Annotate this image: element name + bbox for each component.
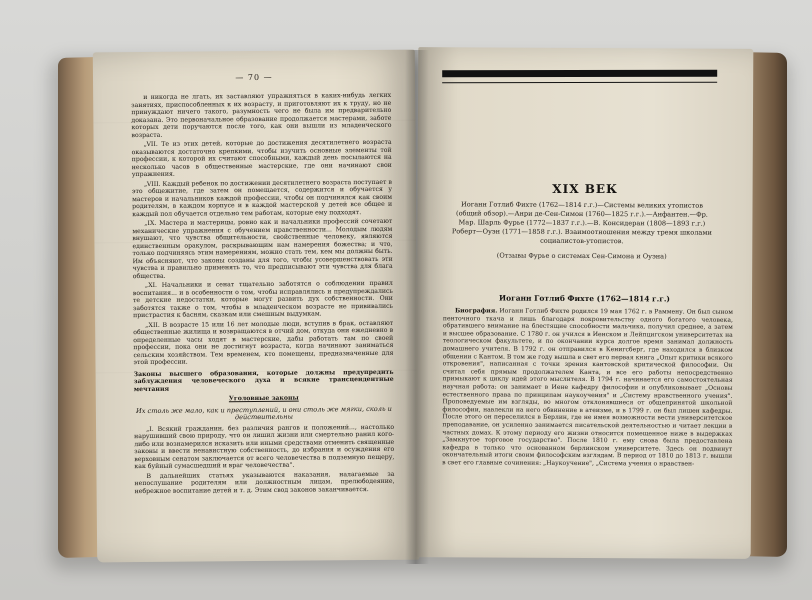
paragraph: и никогда не лгать, их заставляют упражняться в каких-нибудь легких занятиях, приспособленных к их возрасту, и приготовляют их к труду, но не принуждают ничего такого, разумность чего не была им предварительно доказана. Это первоначальное образование продолжается мастерами, заботе которых дети поручаются после того, как они вышли из младенческого возраста. bbox=[131, 91, 392, 139]
law-paragraph: „I. Всякий гражданин, без различия рангов и положений..., настолько нарушивший свою природу, что он лишил жизни или смертельно ранил кого-либо или вознамерился исказить или иными средствами отменить священные законы и ввести ненавистную собственность, до избрания и осуждения его верховным сенатом заключается от всего человечества в подземную пещеру, как буйный сумасшедший и враг человечества". bbox=[134, 423, 395, 471]
paragraph: „VIII. Каждый ребенок по достижении десятилетнего возраста поступает в это общежитие, где затем он помещается, содержится и обучается у мастеров и начальников каждой профессии, чтобы он подчинялся как своим родителям, в каждом корпусе и в каждой мастерской у детей все общее и каждый пол обучается отдельно тем работам, которые ему подходят. bbox=[131, 178, 393, 218]
chapter-rule-thin bbox=[442, 82, 717, 83]
biography-lead: Биография. bbox=[454, 307, 498, 315]
contents-line: Иоганн Готлиб Фихте (1762—1814 г.г.)—Системы великих утопистов (общий обзор).—Анри де-Сен-Симон (1760—1825 г.г.).—Анфантен.—Фр. Мар. Шарль Фурье (1772—1837 г.г.).—В. Консидеран (1808—1893 г.г.) Роберт—Оуэн (1771—1858 г.г.). Взаимоотношения между тремя школами социалистов-утопистов. bbox=[451, 200, 712, 246]
section-title: XIX ВЕК bbox=[552, 181, 618, 197]
contents-note: (Отзывы Фурье о системах Сен-Симона и Оуэна) bbox=[496, 251, 667, 261]
left-page bbox=[93, 50, 419, 563]
biography-text bbox=[442, 307, 733, 468]
right-page bbox=[416, 47, 754, 559]
paragraph: „VII. Те из этих детей, которые до достижения десятилетнего возраста оказываются достаточно крепкими, чтобы изучить основные элементы той профессии, к которой их считают способными, каждый день посылаются на несколько часов в общественные мастерские, где они начинают свои упражнения. bbox=[131, 138, 392, 179]
subheading: Уголовные законы bbox=[228, 394, 299, 403]
chapter-contents bbox=[449, 200, 714, 261]
biography-body: Иоганн Готлиб Фихте родился 19 мая 1762 г. в Раммену. Он был сыном пенточного ткача и лишь благодаря покровительству одного богатого человека, обратившего внимание на блестящие способности мальчика, получил среднее, а затем и высшее образование. С 1780 г. он учился в Иенском и Лейпцигском университетах на теологическом факультете, и по окончании курса долгое время занимал должность домашнего учителя. В 1792 г. он отправился в Кенигсберг, где находился в близком общении с Кантом. В том же году вышла в свет его первая книга „Опыт критики всякого откровения", написанная с точки зрения кантовской критической философии. Он считал себя прямым продолжателем Канта, и все его работы непосредственно примыкают к циклу идей этого мыслителя. В 1794 г. начинается его самостоятельная научная работа: он занимает в Иене кафедру философии и опубликовывает „Основы естественного права по принципам наукоучения" и „Систему нравственного учения". Проповедуемые им взгляды, во многом отклонявшиеся от общепринятой школьной философии, навлекли на него обвинение в атеизме, и в 1799 г. он был лишен кафедры. После этого он переселился в Берлин, где не имея возможности вести университетское преподавание, он усиленно занимается писательской деятельностью и читает лекции в частных домах. К этому периоду его жизни относится помещенное ниже в выдержках „Замкнутое торговое государство". После 1810 г. ему снова была предоставлена кафедра в только что основанном берлинском университете. Здесь он подвинут окончательный итоги своим философским взглядам. В период от 1810 до 1813 г. вышли в свет его главные сочинения: „Наукоучение", „Система учения о нравствен- bbox=[442, 307, 733, 468]
page-number: — 70 — bbox=[235, 72, 273, 83]
closing-paragraph: В дальнейших статьях указываются наказания, налагаемые за непослушание родителям или должностным лицам, прелюбодеяние, небрежное воспитание детей и т. д. Этим свод законов заканчивается. bbox=[134, 470, 395, 495]
paragraph: „IX. Мастера и мастерицы, ровно как и начальники профессий сочетают механические упражнения с обучением нравственности... Молодым людям внушают, что чувства общительности, свойственные человеку, являются единственным оракулом, раскрывающим нам намерения божества; и что, только подчиняясь этим намерениям, можно стать тем, кем мы должны быть. Им объясняют, что законы созданы для того, чтобы усовершенствовать эти чувства и правильно применять то, что предписывают эти чувства для блага общества. bbox=[132, 217, 393, 280]
biography-heading: Иоганн Готлиб Фихте (1762—1814 г.г.) bbox=[499, 293, 671, 304]
section-heading: Законы высшего образования, которые должны предупредить заблуждения человеческого духа и всякие трансцендентные мечтания bbox=[133, 368, 394, 393]
paragraph: „XII. В возрасте 15 или 16 лет молодые люди, вступив в брак, оставляют общественные жилища и возвращаются в отчий дом, откуда они ежедневно в определенные часы ходят в мастерские, дабы работать там по своей профессии, пока они не достигнут возраста, когда начинают заниматься сельским хозяйством. Тем временем, кто помещены, предназначенные для этой профессии. bbox=[133, 319, 394, 367]
biography-paragraph bbox=[442, 307, 733, 468]
left-page-text bbox=[131, 92, 395, 497]
epigraph: Их столь же мало, как и преступлений, и они столь же мягки, сколь и действительны bbox=[135, 404, 392, 422]
paragraph: „XI. Начальники и сенат тщательно заботятся о соблюдении правил воспитания... и в особенности о том, чтобы исправлялись и предупреждались те детские недостатки, которые могут развить дух собственности. Они заботятся также о том, чтобы в младенческом возрасте не прививались пристрастия к басням, сказкам или смешным выдумкам. bbox=[132, 279, 394, 320]
chapter-rule-thick bbox=[442, 70, 717, 77]
